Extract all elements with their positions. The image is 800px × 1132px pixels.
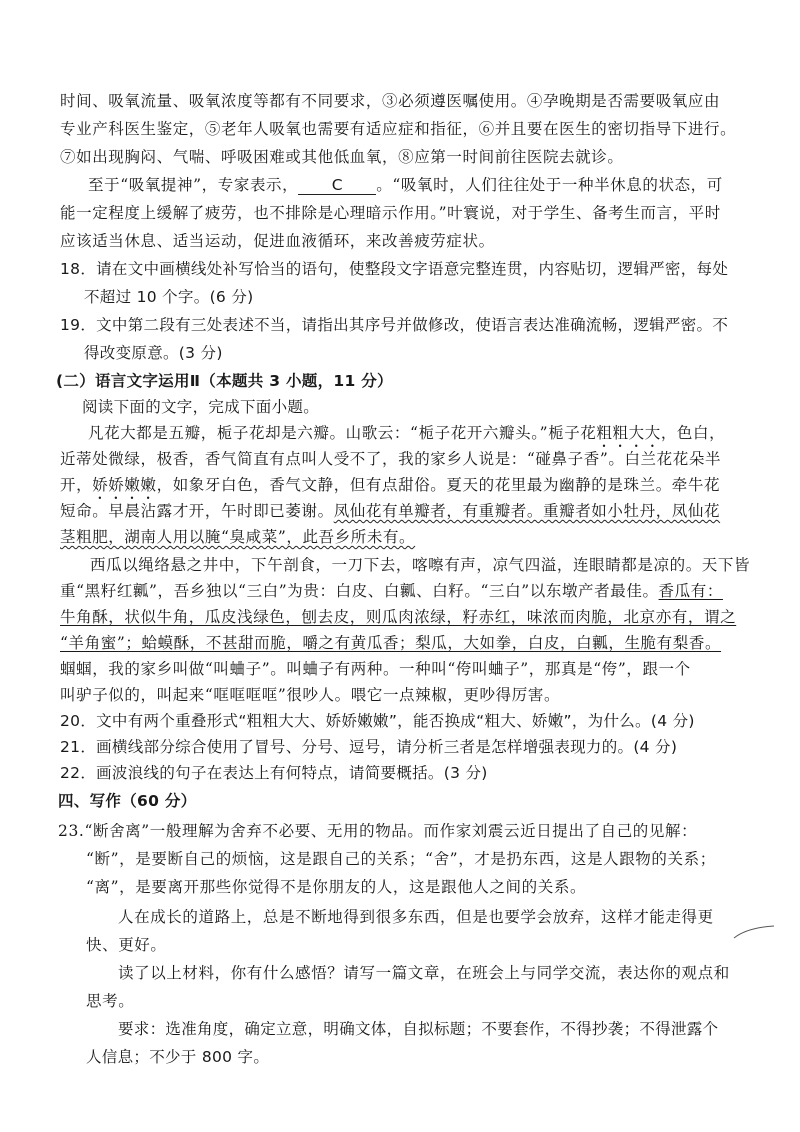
underlined-text: 香瓜有： (658, 582, 723, 600)
text-line (60, 580, 723, 602)
requirements-line: 人信息；不少于 800 字。 (86, 1048, 270, 1066)
scan-pen-mark (732, 924, 776, 940)
question-19: 19．文中第二段有三处表述不当，请指出其序号并做修改，使语言表达准确流畅，逻辑严密。不 (60, 316, 729, 334)
text-line: 人在成长的道路上，总是不断地得到很多东西，但是也要学会放弃，这样才能走得更 (118, 908, 714, 926)
question-22: 22．画波浪线的句子在表达上有何特点，请简要概括。(3 分) (60, 764, 488, 782)
question-19-cont: 得改变原意。(3 分) (84, 344, 223, 362)
text-line: “断”，是要断自己的烦恼，这是跟自己的关系；“舍”，才是扔东西，这是人跟物的关系； (86, 850, 716, 868)
emphasis-dotted-text: 粗粗大大 (596, 424, 661, 442)
text-fragment: 凡花大都是五瓣，栀子花却是六瓣。山歌云：“栀子花开六瓣头。”栀子花 (88, 424, 597, 442)
text-fragment: 。“吸氧时，人们往往处于一种半休息的状态，可 (376, 176, 723, 194)
text-line: 快、更好。 (86, 936, 167, 954)
wavy-underlined-text: 茎粗肥，湖南人用以腌“臭咸菜”，此吾乡所未有。 (60, 528, 416, 546)
text-fragment: 重“黑籽红瓤”，吾乡独以“三白”为贵：白皮、白瓤、白籽。“三白”以东墩产者最佳。 (60, 582, 659, 600)
text-line (60, 500, 720, 522)
requirements-line: 要求：选准角度，确定立意，明确文体，自拟标题；不要套作，不得抄袭；不得泄露个 (118, 1020, 719, 1038)
text-line (60, 526, 415, 548)
text-line: 专业产科医生鉴定，⑤老年人吸氧也需要有适应症和指征，⑥并且要在医生的密切指导下进行。 (60, 120, 737, 138)
text-line (88, 174, 723, 196)
text-line: 读了以上材料，你有什么感悟？请写一篇文章，在班会上与同学交流，表达你的观点和 (118, 964, 730, 982)
text-fragment: ，如象牙白色，香气文静，但有点甜俗。夏天的花里最为幽静的是珠兰。牵牛花 (156, 476, 721, 494)
text-fragment: ，色白， (660, 424, 726, 442)
text-fragment: 开， (60, 476, 93, 494)
text-line: “离”，是要离开那些你觉得不是你朋友的人，这是跟他人之间的关系。 (86, 878, 587, 896)
question-20: 20．文中有两个重叠形式“粗粗大大、娇娇嫩嫩”，能否换成“粗大、娇嫩”，为什么。(4 分) (60, 712, 695, 730)
wavy-underlined-text: 凤仙花有单瓣者，有重瓣者。重瓣者如小牡丹，凤仙花 (333, 502, 721, 520)
text-line: 思考。 (86, 992, 135, 1010)
answer-blank-c: C (298, 176, 376, 195)
question-18-cont: 不超过 10 个字。(6 分) (84, 288, 254, 306)
reading-instruction: 阅读下面的文字，完成下面小题。 (82, 398, 320, 416)
question-18: 18．请在文中画横线处补写恰当的语句，使整段文字语意完整连贯，内容贴切，逻辑严密，每处 (60, 260, 729, 278)
question-21: 21．画横线部分综合使用了冒号、分号、逗号，请分析三者是怎样增强表现力的。(4 分) (60, 738, 678, 756)
text-line (60, 632, 721, 654)
text-line: 应该适当休息、适当运动，促进血液循环，来改善疲劳症状。 (60, 232, 495, 250)
underlined-text: 牛角酥，状似牛角，瓜皮浅绿色，刨去皮，则瓜肉浓绿，籽赤红，味浓而肉脆，北京亦有，谓之 (60, 608, 737, 626)
text-line (60, 474, 720, 503)
text-line: 时间、吸氧流量、吸氧浓度等都有不同要求，③必须遵医嘱使用。④孕晚期是否需要吸氧应由 (60, 92, 721, 110)
section-heading-writing: 四、写作（60 分） (58, 792, 197, 810)
text-fragment: 至于“吸氧提神”，专家表示， (88, 176, 299, 194)
text-fragment: 短命。早晨沾露才开，午时即已萎谢。 (60, 502, 334, 520)
question-23: 23.“断舍离”一般理解为舍弃不必要、无用的物品。而作家刘震云近日提出了自己的见解： (58, 822, 698, 840)
text-line (60, 606, 736, 628)
section-heading-2: (二）语言文字运用Ⅱ（本题共 3 小题，11 分） (56, 372, 393, 390)
text-line: 叫驴子似的，叫起来“哐哐哐哐”很吵人。喂它一点辣椒，更吵得厉害。 (60, 686, 561, 704)
text-line: 能一定程度上缓解了疲劳，也不排除是心理暗示作用。”叶寰说，对于学生、备考生而言，平时 (60, 204, 721, 222)
text-line: 西瓜以绳络悬之井中，下午剖食，一刀下去，喀嚓有声，凉气四溢，连眼睛都是凉的。天下皆 (90, 556, 751, 574)
text-line: 近蒂处微绿，极香，香气简直有点叫人受不了，我的家乡人说是：“碰鼻子香”。白兰花花朵半 (60, 450, 722, 468)
text-line: 蝈蝈，我的家乡叫做“叫蛐子”。叫蛐子有两种。一种叫“侉叫蛐子”，那真是“侉”，跟一个 (60, 660, 691, 678)
emphasis-dotted-text: 娇娇嫩嫩 (92, 476, 157, 494)
text-line (88, 422, 725, 451)
underlined-text: “羊角蜜”；蛤蟆酥，不甚甜而脆，嚼之有黄瓜香；梨瓜，大如拳，白皮，白瓤，生脆有梨香。 (60, 634, 722, 652)
text-line: ⑦如出现胸闷、气喘、呼吸困难或其他低血氧，⑧应第一时间前往医院去就诊。 (60, 148, 624, 166)
